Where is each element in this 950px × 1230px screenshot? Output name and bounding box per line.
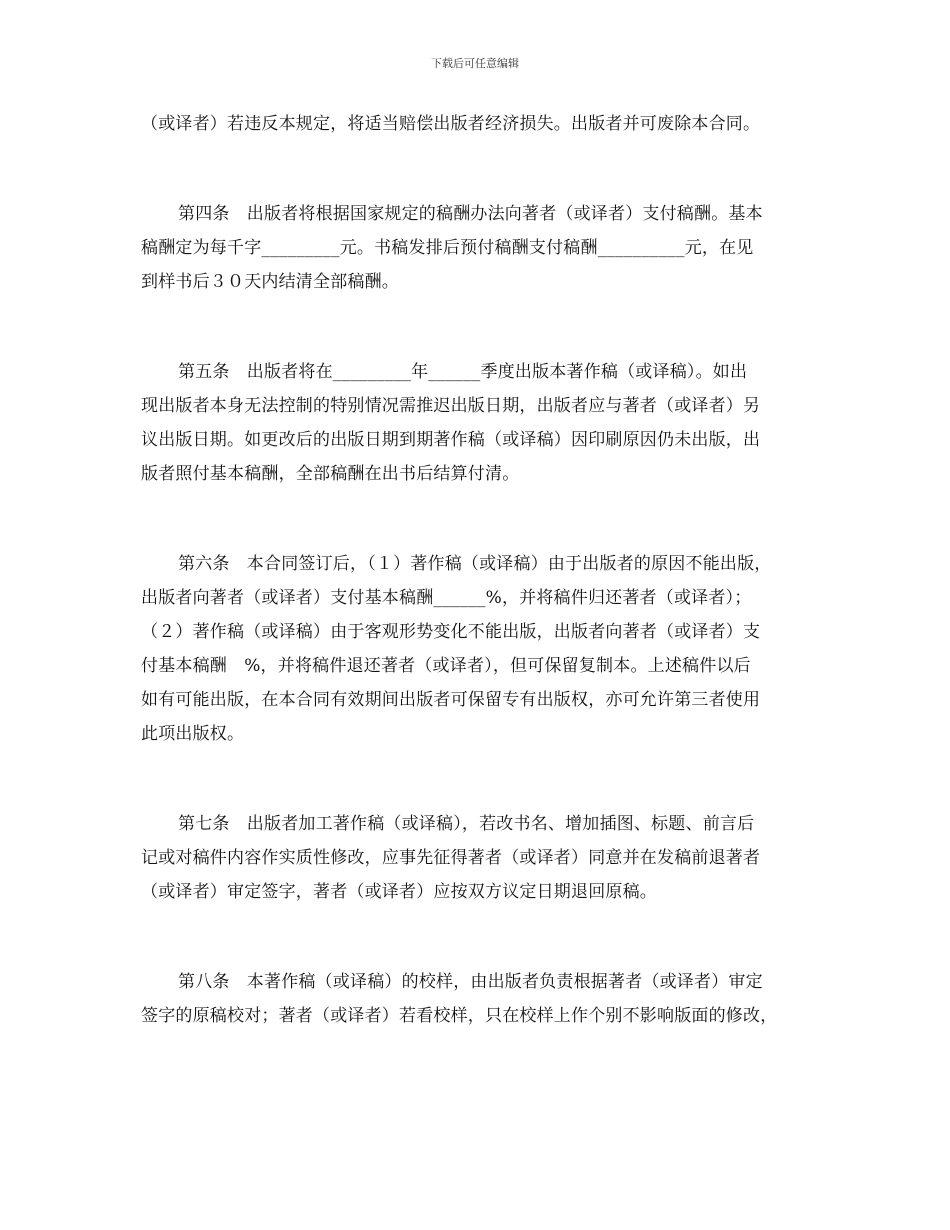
paragraph-line: 稿酬定为每千字_________元。书稿发排后预付稿酬支付稿酬__________元，在见 xyxy=(141,238,754,258)
paragraph-line: 版者照付基本稿酬，全部稿酬在出书后结算付清。 xyxy=(141,464,520,484)
paragraph-gap xyxy=(141,751,821,807)
paragraph-line: 出版者向著者（或译者）支付基本稿酬______%，并将稿件归还著者（或译者）； xyxy=(141,588,752,608)
paragraph-line: 记或对稿件内容作实质性修改，应事先征得著者（或译者）同意并在发稿前退著者 xyxy=(141,848,761,868)
paragraph-line: 此项出版权。 xyxy=(141,724,245,744)
paragraph-line: （或译者）审定签字，著者（或译者）应按双方议定日期退回原稿。 xyxy=(141,882,657,902)
paragraph-gap xyxy=(141,299,821,355)
paragraph-gap xyxy=(141,909,821,965)
paragraph-line: 到样书后３０天内结清全部稿酬。 xyxy=(141,272,399,292)
article-6-heading-line: 第六条 本合同签订后，（１）著作稿（或译稿）由于出版者的原因不能出版， xyxy=(178,554,772,574)
paragraph-line: 现出版者本身无法控制的特别情况需推迟出版日期，出版者应与著者（或译者）另 xyxy=(141,396,761,416)
article-7-heading-line: 第七条 出版者加工著作稿（或译稿），若改书名、增加插图、标题、前言后 xyxy=(178,814,755,834)
paragraph-gap xyxy=(141,141,821,197)
paragraph-gap xyxy=(141,491,821,547)
paragraph-line: 如有可能出版，在本合同有效期间出版者可保留专有出版权，亦可允许第三者使用 xyxy=(141,690,761,710)
paragraph-line: 付基本稿酬 %，并将稿件退还著者（或译者），但可保留复制本。上述稿件以后 xyxy=(141,656,751,676)
article-4-heading-line: 第四条 出版者将根据国家规定的稿酬办法向著者（或译者）支付稿酬。基本 xyxy=(178,204,763,224)
paragraph-line: 议出版日期。如更改后的出版日期到期著作稿（或译稿）因印刷原因仍未出版，出 xyxy=(141,430,761,450)
document-body xyxy=(141,107,821,1033)
article-8-heading-line: 第八条 本著作稿（或译稿）的校样，由出版者负责根据著者（或译者）审定 xyxy=(178,972,763,992)
paragraph-line: （或译者）若违反本规定，将适当赔偿出版者经济损失。出版者并可废除本合同。 xyxy=(141,114,761,134)
paragraph-line: 签字的原稿校对；著者（或译者）若看校样，只在校样上作个别不影响版面的修改， xyxy=(141,1006,778,1026)
page-header: 下载后可任意编辑 xyxy=(431,57,519,70)
paragraph-line: （２）著作稿（或译稿）由于客观形势变化不能出版，出版者向著者（或译者）支 xyxy=(141,622,761,642)
article-5-heading-line: 第五条 出版者将在_________年______季度出版本著作稿（或译稿）。如出 xyxy=(178,362,748,382)
